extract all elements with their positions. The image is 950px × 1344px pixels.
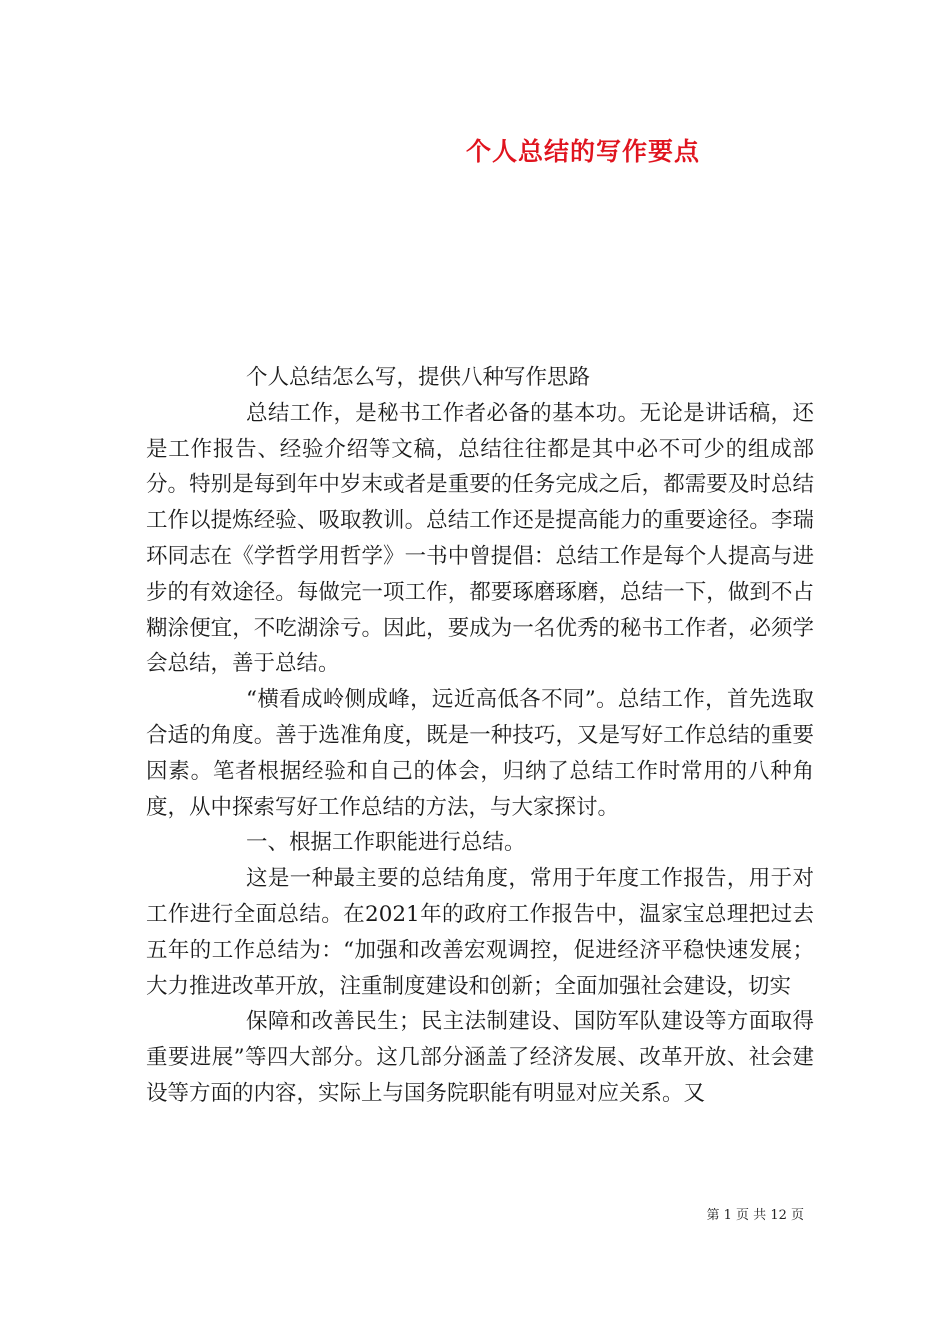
paragraph: “横看成岭侧成峰，远近高低各不同”。总结工作，首先选取合适的角度。善于选准角度，既是一种技巧，又是写好工作总结的重要因素。笔者根据经验和自己的体会，归纳了总结工作时常用的八种角度，从中探索写好工作总结的方法，与大家探讨。 [146, 687, 814, 820]
page-number: 第 1 页 共 12 页 [706, 1208, 804, 1223]
paragraph: 保障和改善民生；民主法制建设、国防军队建设等方面取得重要进展”等四大部分。这几部分涵盖了经济发展、改革开放、社会建设等方面的内容，实际上与国务院职能有明显对应关系。又 [146, 1009, 814, 1106]
document-title: 个人总结的写作要点 [465, 137, 700, 166]
paragraph: 总结工作，是秘书工作者必备的基本功。无论是讲话稿，还是工作报告、经验介绍等文稿，总结往往都是其中必不可少的组成部分。特别是每到年中岁末或者是重要的任务完成之后，都需要及时总结工作以提炼经验、吸取教训。总结工作还是提高能力的重要途径。李瑞环同志在《学哲学用哲学》一书中曾提倡：总结工作是每个人提高与进步的有效途径。每做完一项工作，都要琢磨琢磨，总结一下，做到不占糊涂便宜，不吃湖涂亏。因此，要成为一名优秀的秘书工作者，必须学会总结，善于总结。 [146, 400, 814, 677]
document-body [146, 360, 814, 1112]
section-heading: 一、根据工作职能进行总结。 [246, 830, 526, 856]
paragraph-subtitle: 个人总结怎么写，提供八种写作思路 [246, 365, 591, 390]
paragraph: 这是一种最主要的总结角度，常用于年度工作报告，用于对工作进行全面总结。在2021年的政府工作报告中，温家宝总理把过去五年的工作总结为：“加强和改善宏观调控，促进经济平稳快速发展；大力推进改革开放，注重制度建设和创新；全面加强社会建设，切实 [146, 866, 814, 999]
